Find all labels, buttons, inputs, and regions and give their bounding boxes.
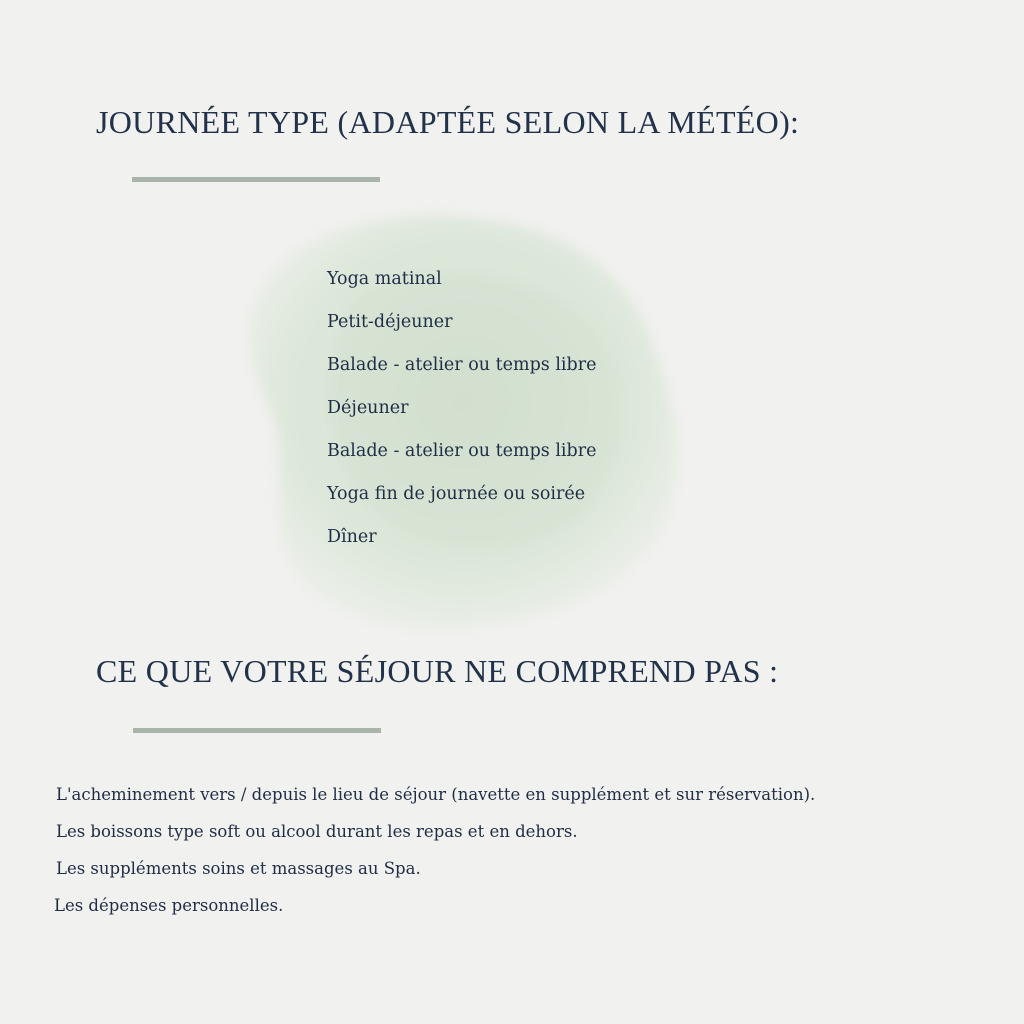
- not-included-item: Les boissons type soft ou alcool durant les repas et en dehors.: [56, 822, 578, 841]
- schedule-item: Petit-déjeuner: [327, 312, 453, 332]
- not-included-list: [56, 776, 815, 924]
- schedule-item: Dîner: [327, 527, 377, 547]
- not-included-heading: CE QUE VOTRE SÉJOUR NE COMPREND PAS :: [96, 653, 779, 689]
- schedule-item: Yoga fin de journée ou soirée: [327, 484, 586, 504]
- heading-divider: [133, 728, 381, 733]
- not-included-item: L'acheminement vers / depuis le lieu de séjour (navette en supplément et sur réservation).: [56, 785, 816, 804]
- schedule-item: Yoga matinal: [327, 269, 442, 289]
- not-included-item: Les suppléments soins et massages au Spa.: [56, 859, 421, 878]
- schedule-item: Balade - atelier ou temps libre: [327, 441, 597, 461]
- not-included-item: Les dépenses personnelles.: [54, 896, 284, 915]
- day-schedule-heading: JOURNÉE TYPE (ADAPTÉE SELON LA MÉTÉO):: [96, 104, 800, 140]
- day-schedule-list: [327, 258, 596, 559]
- schedule-item: Déjeuner: [327, 398, 409, 418]
- heading-divider: [132, 177, 380, 182]
- schedule-item: Balade - atelier ou temps libre: [327, 355, 597, 375]
